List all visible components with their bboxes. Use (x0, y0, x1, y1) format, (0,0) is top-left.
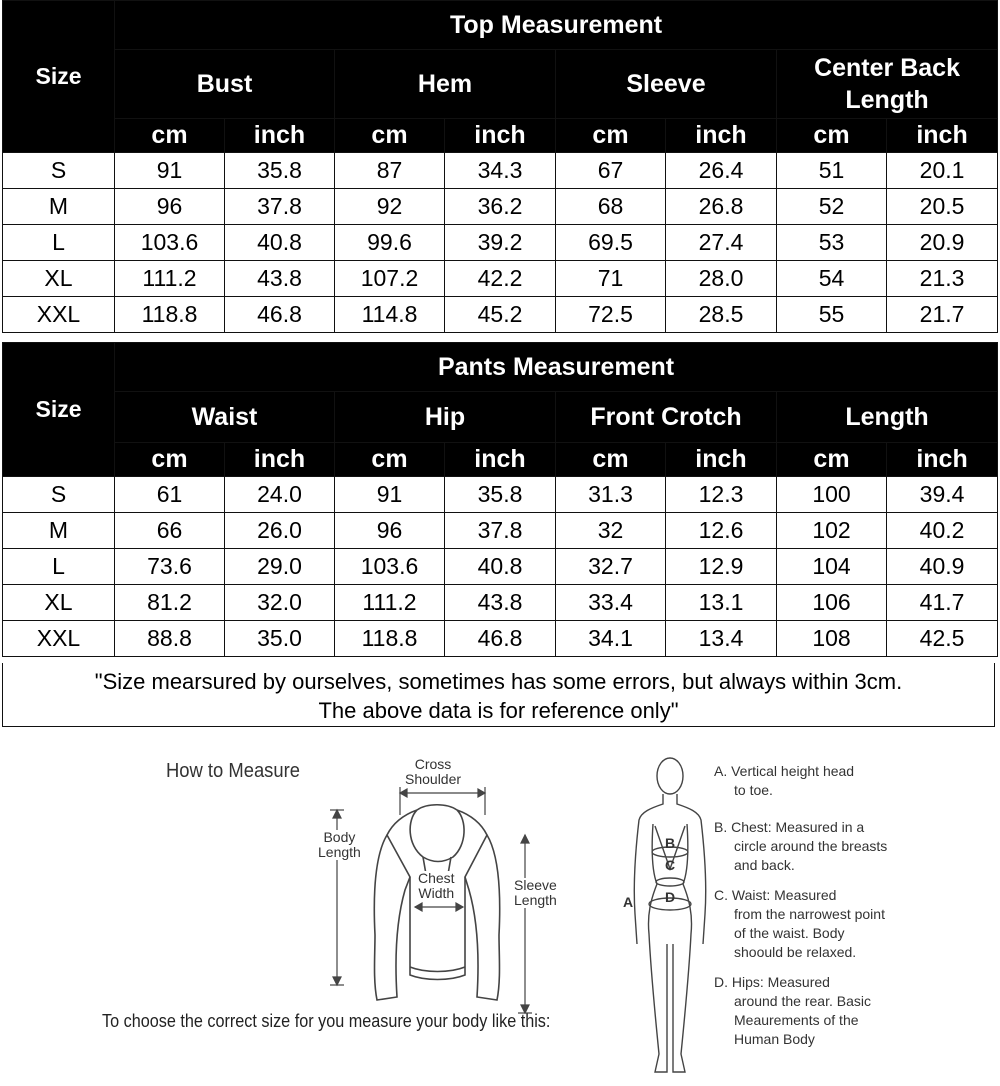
top-measurement-table (2, 0, 998, 333)
value-cell: 71 (556, 261, 666, 297)
value-cell: 69.5 (556, 225, 666, 261)
column-group-front-crotch: Front Crotch (556, 392, 777, 443)
column-group-bust: Bust (115, 50, 335, 119)
value-cell: 24.0 (225, 477, 335, 513)
value-cell: 102 (777, 513, 887, 549)
value-cell: 106 (777, 585, 887, 621)
value-cell: 26.8 (666, 189, 777, 225)
value-cell: 108 (777, 621, 887, 657)
body-length-label-line: Length (318, 844, 361, 860)
note-item-title: D. Hips: Measured (714, 974, 830, 990)
value-cell: 13.1 (666, 585, 777, 621)
value-cell: 96 (335, 513, 445, 549)
how-to-measure-section (0, 740, 1000, 1086)
value-cell: 43.8 (445, 585, 556, 621)
unit-header: cm (335, 443, 445, 477)
value-cell: 29.0 (225, 549, 335, 585)
note-item (714, 818, 894, 875)
column-group-center-back-length: Center Back Length (777, 50, 998, 119)
column-group-length: Length (777, 392, 998, 443)
value-cell: 26.4 (666, 153, 777, 189)
value-cell: 46.8 (225, 297, 335, 333)
table-row (3, 297, 998, 333)
table-row (3, 549, 998, 585)
value-cell: 13.4 (666, 621, 777, 657)
unit-header: cm (777, 119, 887, 153)
size-cell: XL (3, 585, 115, 621)
marker-b: B (665, 835, 676, 851)
sleeve-length-label-line: Length (514, 892, 557, 908)
unit-header: inch (666, 119, 777, 153)
value-cell: 55 (777, 297, 887, 333)
unit-header: cm (115, 119, 225, 153)
size-cell: L (3, 549, 115, 585)
disclaimer-line: "Size mearsured by ourselves, sometimes has some errors, but always within 3cm. (94, 669, 903, 694)
value-cell: 41.7 (887, 585, 998, 621)
cross-shoulder-label (405, 757, 461, 787)
value-cell: 12.9 (666, 549, 777, 585)
value-cell: 20.9 (887, 225, 998, 261)
value-cell: 91 (335, 477, 445, 513)
value-cell: 40.8 (445, 549, 556, 585)
value-cell: 46.8 (445, 621, 556, 657)
value-cell: 43.8 (225, 261, 335, 297)
table-row (3, 621, 998, 657)
value-cell: 111.2 (335, 585, 445, 621)
value-cell: 118.8 (115, 297, 225, 333)
body-measurement-notes (714, 762, 894, 1060)
value-cell: 37.8 (445, 513, 556, 549)
value-cell: 35.8 (445, 477, 556, 513)
size-cell: XXL (3, 621, 115, 657)
value-cell: 68 (556, 189, 666, 225)
unit-header: inch (445, 119, 556, 153)
value-cell: 32.7 (556, 549, 666, 585)
unit-header: cm (115, 443, 225, 477)
note-item (714, 762, 894, 800)
sleeve-length-label (514, 878, 557, 908)
column-group-hem: Hem (335, 50, 556, 119)
chest-width-label (418, 871, 455, 901)
value-cell: 114.8 (335, 297, 445, 333)
cross-shoulder-label-line: Cross (414, 756, 452, 772)
value-cell: 39.4 (887, 477, 998, 513)
value-cell: 72.5 (556, 297, 666, 333)
value-cell: 40.2 (887, 513, 998, 549)
chest-width-label-line: Chest (418, 870, 455, 886)
value-cell: 40.9 (887, 549, 998, 585)
value-cell: 67 (556, 153, 666, 189)
value-cell: 32 (556, 513, 666, 549)
note-item-text: circle around the breasts and back. (734, 838, 888, 873)
value-cell: 73.6 (115, 549, 225, 585)
table-title: Pants Measurement (115, 343, 998, 392)
table-row (3, 585, 998, 621)
unit-header: inch (445, 443, 556, 477)
disclaimer-note (2, 663, 995, 727)
value-cell: 92 (335, 189, 445, 225)
size-cell: S (3, 477, 115, 513)
unit-header: cm (556, 119, 666, 153)
value-cell: 12.6 (666, 513, 777, 549)
value-cell: 21.3 (887, 261, 998, 297)
value-cell: 111.2 (115, 261, 225, 297)
size-cell: S (3, 153, 115, 189)
value-cell: 20.1 (887, 153, 998, 189)
human-body-diagram-icon (615, 754, 715, 1086)
marker-a: A (623, 894, 634, 910)
size-cell: XL (3, 261, 115, 297)
value-cell: 88.8 (115, 621, 225, 657)
value-cell: 33.4 (556, 585, 666, 621)
note-item-title: B. Chest: Measured in a (714, 819, 865, 835)
size-header: Size (3, 343, 115, 477)
value-cell: 34.1 (556, 621, 666, 657)
value-cell: 42.5 (887, 621, 998, 657)
value-cell: 103.6 (115, 225, 225, 261)
value-cell: 45.2 (445, 297, 556, 333)
table-row (3, 153, 998, 189)
size-cell: M (3, 189, 115, 225)
unit-header: cm (556, 443, 666, 477)
note-item-title: C. Waist: Measured (714, 887, 837, 903)
value-cell: 104 (777, 549, 887, 585)
value-cell: 96 (115, 189, 225, 225)
table-row (3, 189, 998, 225)
value-cell: 103.6 (335, 549, 445, 585)
value-cell: 54 (777, 261, 887, 297)
note-item-text: around the rear. Basic Meaurements of the Human Body (734, 993, 871, 1047)
note-item-title: A. Vertical height head (714, 763, 855, 779)
value-cell: 39.2 (445, 225, 556, 261)
disclaimer-line: The above data is for reference only" (318, 698, 679, 723)
value-cell: 28.5 (666, 297, 777, 333)
value-cell: 107.2 (335, 261, 445, 297)
size-cell: M (3, 513, 115, 549)
value-cell: 51 (777, 153, 887, 189)
value-cell: 12.3 (666, 477, 777, 513)
measure-instruction: To choose the correct size for you measure your body like this: (102, 1011, 551, 1031)
column-group-hip: Hip (335, 392, 556, 443)
value-cell: 40.8 (225, 225, 335, 261)
marker-d: D (665, 889, 676, 905)
column-group-waist: Waist (115, 392, 335, 443)
value-cell: 100 (777, 477, 887, 513)
value-cell: 34.3 (445, 153, 556, 189)
unit-header: cm (777, 443, 887, 477)
value-cell: 21.7 (887, 297, 998, 333)
value-cell: 61 (115, 477, 225, 513)
value-cell: 91 (115, 153, 225, 189)
value-cell: 99.6 (335, 225, 445, 261)
body-length-label (318, 830, 361, 860)
value-cell: 32.0 (225, 585, 335, 621)
value-cell: 27.4 (666, 225, 777, 261)
table-title: Top Measurement (115, 1, 998, 50)
value-cell: 66 (115, 513, 225, 549)
size-cell: XXL (3, 297, 115, 333)
body-length-label-line: Body (323, 829, 356, 845)
unit-header: inch (225, 119, 335, 153)
table-row (3, 477, 998, 513)
unit-header: inch (225, 443, 335, 477)
value-cell: 26.0 (225, 513, 335, 549)
value-cell: 35.8 (225, 153, 335, 189)
sleeve-length-label-line: Sleeve (514, 877, 557, 893)
note-item (714, 886, 894, 962)
value-cell: 52 (777, 189, 887, 225)
note-item-text: to toe. (734, 782, 773, 798)
value-cell: 53 (777, 225, 887, 261)
value-cell: 118.8 (335, 621, 445, 657)
unit-header: inch (887, 443, 998, 477)
value-cell: 28.0 (666, 261, 777, 297)
value-cell: 31.3 (556, 477, 666, 513)
value-cell: 81.2 (115, 585, 225, 621)
value-cell: 37.8 (225, 189, 335, 225)
how-to-measure-title: How to Measure (166, 760, 300, 782)
unit-header: cm (335, 119, 445, 153)
value-cell: 20.5 (887, 189, 998, 225)
size-cell: L (3, 225, 115, 261)
pants-measurement-table (2, 342, 998, 657)
note-item-text: from the narrowest point of the waist. Body shoould be relaxed. (734, 906, 885, 960)
value-cell: 36.2 (445, 189, 556, 225)
note-item (714, 973, 894, 1049)
column-group-sleeve: Sleeve (556, 50, 777, 119)
marker-c: C (665, 857, 676, 873)
size-header: Size (3, 1, 115, 153)
table-row (3, 261, 998, 297)
value-cell: 35.0 (225, 621, 335, 657)
value-cell: 42.2 (445, 261, 556, 297)
value-cell: 87 (335, 153, 445, 189)
table-row (3, 513, 998, 549)
chest-width-label-line: Width (418, 885, 455, 901)
table-row (3, 225, 998, 261)
unit-header: inch (887, 119, 998, 153)
cross-shoulder-label-line: Shoulder (405, 771, 462, 787)
unit-header: inch (666, 443, 777, 477)
